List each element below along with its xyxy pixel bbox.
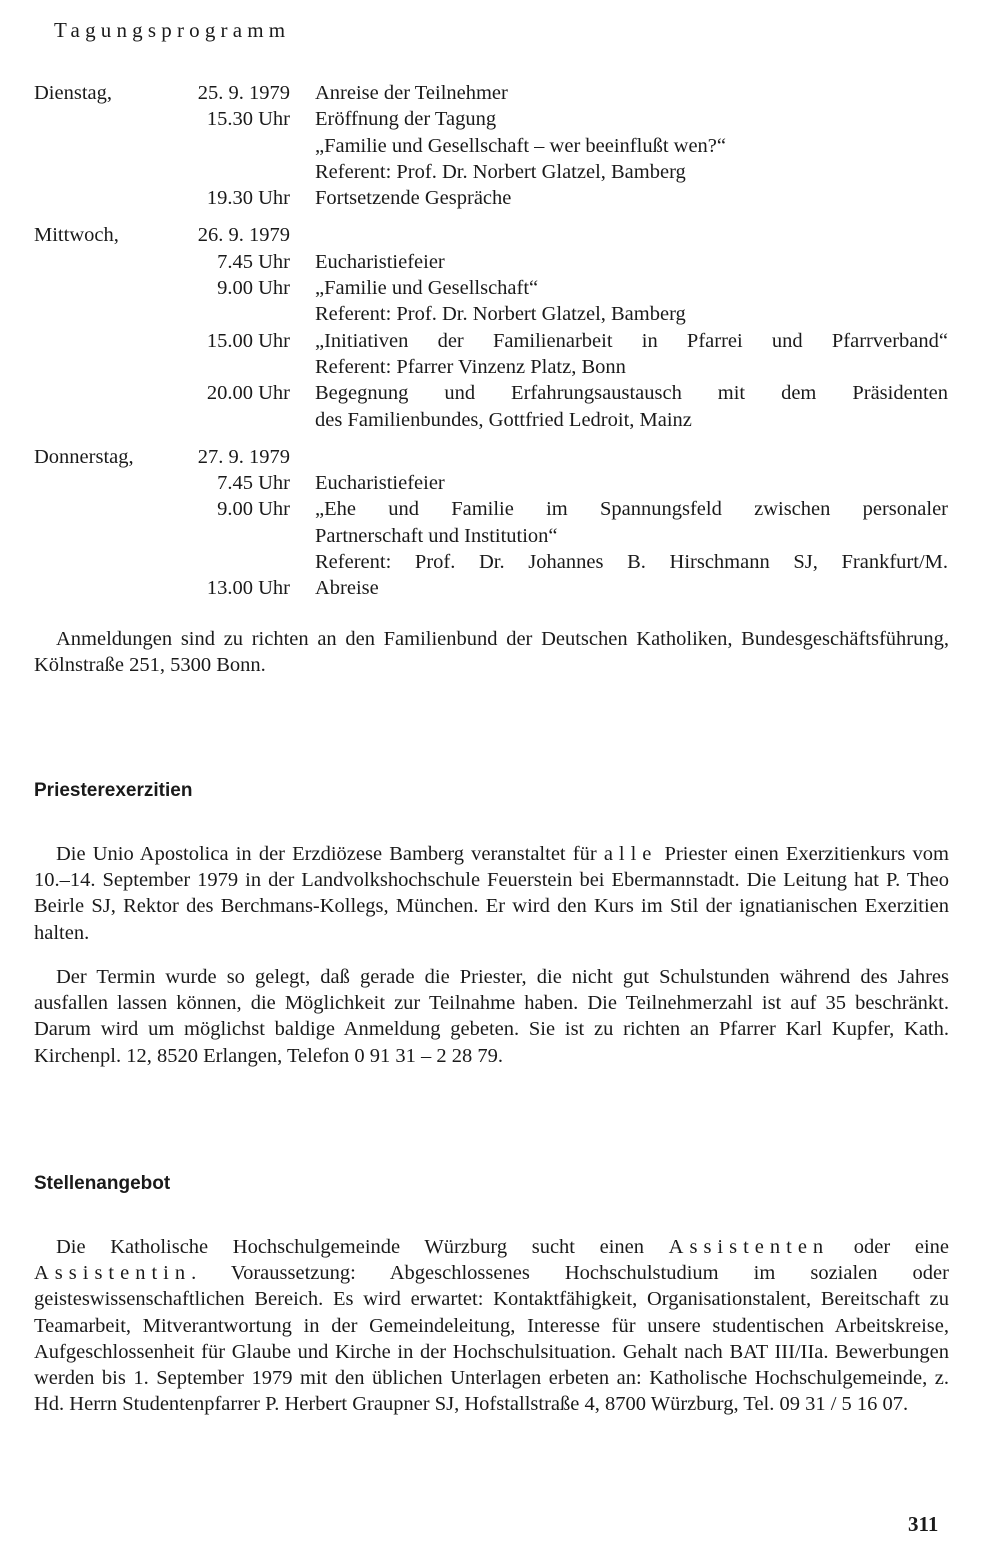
program-row [34, 523, 964, 549]
program-desc: Eucharistiefeier [315, 250, 445, 273]
text-run: . Voraussetzung: Abgeschlossenes Hochschulstudium im sozialen oder geisteswissenschaftlichen Bereich. Es wird erwartet: Kontaktfähigkeit, Organisationstalent, Bereitschaft zu Teamarbeit, Mitverantwortung in der Gemeindeleitung, Interesse für unsere studentischen Arbeitskreise, Aufgeschlossenheit für Glaube und Kirche in der Hochschulsituation. Gehalt nach BAT III/IIa. Bewerbungen werden bis 1. September 1979 mit den üblichen Unterlagen erbeten an: Katholische Hochschulgemeinde, z. Hd. Herrn Studentenpfarrer P. Herbert Graupner SJ, Hofstallstraße 4, 8700 Würzburg, Tel. 09 31 / 5 16 07. [34, 1262, 949, 1416]
stellenangebot-paragraph [34, 1234, 949, 1417]
program-row [34, 444, 964, 470]
emphasis-assistentin: Assistentin [34, 1262, 192, 1285]
program-time: 9.00 Uhr [217, 277, 290, 300]
program-time: 20.00 Uhr [206, 382, 290, 405]
program-row [34, 185, 964, 211]
program-time: 27. 9. 1979 [197, 445, 290, 468]
program-time: 13.00 Uhr [206, 577, 290, 600]
program-row [34, 222, 964, 248]
program-row [34, 106, 964, 132]
program-desc: des Familienbundes, Gottfried Ledroit, Mainz [315, 408, 692, 431]
registration-note: Anmeldungen sind zu richten an den Familienbund der Deutschen Katholiken, Bundesgeschäftsführung, Kölnstraße 251, 5300 Bonn. [34, 628, 949, 677]
program-row [34, 407, 964, 433]
program-row [34, 133, 964, 159]
program-desc: „Familie und Gesellschaft – wer beeinflußt wen?“ [315, 134, 726, 157]
program-desc: Eucharistiefeier [315, 472, 445, 495]
program-desc: Referent: Prof. Dr. Norbert Glatzel, Bamberg [315, 160, 686, 183]
program-desc: Referent: Pfarrer Vinzenz Platz, Bonn [315, 355, 626, 378]
program-row [34, 249, 964, 275]
program-time: 9.00 Uhr [217, 498, 290, 521]
program-day: Mittwoch, [34, 224, 119, 247]
program-time: 7.45 Uhr [217, 472, 290, 495]
program-row [34, 496, 964, 522]
program-desc: „Familie und Gesellschaft“ [315, 277, 539, 300]
program-time: 26. 9. 1979 [197, 224, 290, 247]
program-time: 25. 9. 1979 [197, 82, 290, 104]
section-title-priesterexerzitien: Priesterexerzitien [34, 780, 193, 801]
program-row [34, 470, 964, 496]
program-time: 15.00 Uhr [206, 329, 290, 352]
program-desc: Abreise [315, 577, 379, 600]
priesterexerzitien-paragraph-1 [34, 841, 949, 946]
program-row [34, 159, 964, 185]
program-desc: Anreise der Teilnehmer [315, 82, 508, 104]
program-day: Donnerstag, [34, 445, 134, 468]
emphasis-assistenten: Assistenten [668, 1236, 830, 1258]
program-day: Dienstag, [34, 82, 112, 104]
program-time: 7.45 Uhr [217, 250, 290, 273]
emphasis-alle: alle [603, 843, 658, 865]
program-desc: Referent: Prof. Dr. Johannes B. Hirschmann SJ, Frankfurt/M. [315, 551, 948, 574]
program-desc: Partnerschaft und Institution“ [315, 524, 558, 547]
text-run: Priester einen Exerzitienkurs vom 10.–14. September 1979 in der Landvolkshochschule Feuerstein bei Ebermannstadt. Die Leitung hat P. Theo Beirle SJ, Rektor des Berchmans-Kollegs, München. Er wird den Kurs im Stil der ignatianischen Exerzitien halten. [34, 843, 949, 944]
program-row [34, 275, 964, 301]
program-time: 15.30 Uhr [206, 108, 290, 131]
program-row [34, 328, 964, 354]
program-time: 19.30 Uhr [206, 187, 290, 210]
program-desc: Begegnung und Erfahrungsaustausch mit dem Präsidenten [315, 382, 948, 405]
program-desc: „Ehe und Familie im Spannungsfeld zwischen personaler [315, 498, 948, 521]
page-header: Tagungsprogramm [54, 18, 291, 42]
program-desc: Fortsetzende Gespräche [315, 187, 512, 210]
text-run: Die Katholische Hochschulgemeinde Würzburg sucht einen [56, 1236, 669, 1258]
program-row [34, 549, 964, 575]
page-number: 311 [908, 1512, 939, 1536]
program-desc: Referent: Prof. Dr. Norbert Glatzel, Bamberg [315, 303, 686, 326]
program-row [34, 80, 964, 106]
program-desc: Eröffnung der Tagung [315, 108, 497, 131]
program-row [34, 575, 964, 601]
priesterexerzitien-paragraph-2: Der Termin wurde so gelegt, daß gerade die Priester, die nicht gut Schulstunden während des Jahres ausfallen lassen können, die Möglichkeit zur Teilnahme haben. Die Teilnehmerzahl ist auf 35 beschränkt. Darum wird um möglichst baldige Anmeldung gebeten. Sie ist zu richten an Pfarrer Karl Kupfer, Kath. Kirchenpl. 12, 8520 Erlangen, Telefon 0 91 31 – 2 28 79. [34, 966, 949, 1067]
text-run: Die Unio Apostolica in der Erzdiözese Bamberg veranstaltet für [56, 843, 604, 865]
conference-program [34, 80, 964, 602]
program-row [34, 301, 964, 327]
text-run: oder eine [829, 1236, 950, 1258]
section-title-stellenangebot: Stellenangebot [34, 1173, 171, 1194]
program-desc: „Initiativen der Familienarbeit in Pfarrei und Pfarrverband“ [315, 329, 948, 352]
program-row [34, 354, 964, 380]
program-row [34, 380, 964, 406]
